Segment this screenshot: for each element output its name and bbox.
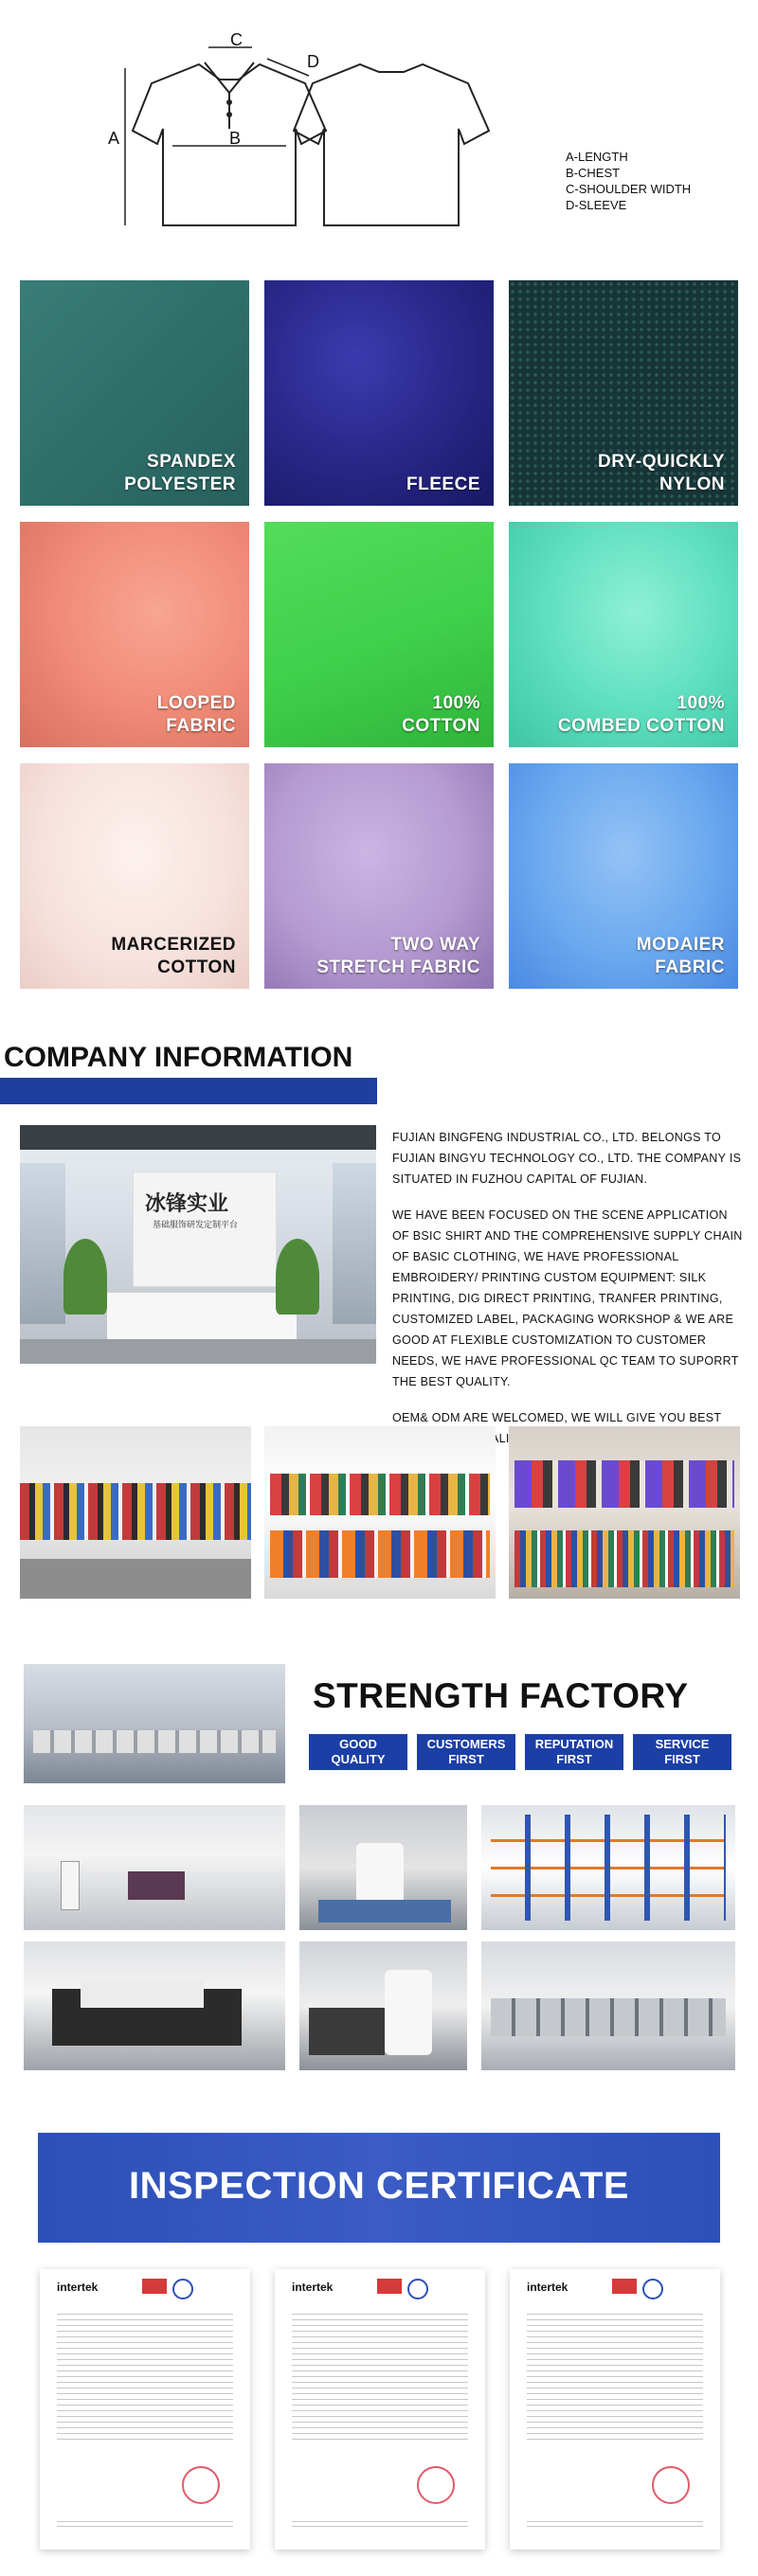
fabric-label-line: POLYESTER [124,474,236,494]
badge-reputation-first [525,1734,623,1770]
fabric-swatch-spandex [20,280,249,506]
fabric-label-line: COTTON [157,957,236,977]
cma-logo-icon [612,2279,637,2294]
label-d: D [307,52,319,71]
label-a: A [108,129,120,148]
fabric-label-line: STRETCH FABRIC [316,957,480,977]
cma-logo-icon [377,2279,402,2294]
fabric-label-line: 100% [677,693,725,713]
showroom-photo [20,1426,251,1599]
fabric-swatch-modaier [509,763,738,989]
reception-desk [107,1291,297,1342]
factory-photo [299,1941,467,2070]
fabric-label-line: MARCERIZED [111,935,236,955]
certificate-brand: intertek [527,2281,568,2294]
measurement-legend [566,149,691,213]
factory-photo [299,1805,467,1930]
label-c: C [230,30,243,49]
inspection-banner [38,2133,720,2243]
certificate-footer-lines [527,2517,703,2531]
fabric-swatch-marcerized [20,763,249,989]
certificate-text-lines [292,2309,468,2442]
company-description [392,1127,745,1449]
seal-stamp-icon [417,2466,455,2504]
company-title-bar [0,1078,377,1104]
badge-service-first [633,1734,731,1770]
cnas-logo-icon [642,2279,663,2299]
company-paragraph-1: FUJIAN BINGFENG INDUSTRIAL CO., LTD. BELONGS TO FUJIAN BINGYU TECHNOLOGY CO., LTD. THE COMPANY IS SITUATED IN FUZHOU CAPITAL OF FUJIAN. [392,1131,742,1186]
strength-title: STRENGTH FACTORY [313,1676,689,1715]
company-lobby-photo [20,1125,376,1364]
inspection-title: INSPECTION CERTIFICATE [128,2165,630,2207]
seal-stamp-icon [652,2466,690,2504]
fabric-label-line: DRY-QUICKLY [598,452,725,472]
fabric-swatch-combed-cotton [509,522,738,747]
certificate-document [510,2269,720,2549]
polo-shirt-diagram [114,27,493,235]
fabric-label-line: MODAIER [636,935,725,955]
fabric-label-line: FABRIC [166,716,236,736]
button-icon [226,99,232,105]
company-paragraph-3: OEM& ODM ARE WELCOMED, WE WILL GIVE YOU BEST QUALITY [392,1411,722,1445]
seal-stamp-icon [182,2466,220,2504]
fabric-label-line: TWO WAY [390,935,480,955]
company-paragraph-2: WE HAVE BEEN FOCUSED ON THE SCENE APPLICATION OF BSIC SHIRT AND THE COMPREHENSIVE SUPPLY CHAIN OF BASIC CLOTHING, WE HAVE PROFESSIONAL EMBROIDERY/ PRINTING CUSTOM EQUIPMENT: SILK PRINTING, DIG DIRECT PRINTING, TRANFER PRINTING, CUSTOMIZED LABEL, PACKAGING WORKSHOP & WE ARE GOOD AT FLEXIBLE CUSTOMIZATION TO CUSTOMER NEEDS, WE HAVE PROFESSIONAL QC TEAM TO SUPORRT THE BEST QUALITY. [392,1208,743,1388]
factory-photo [24,1805,285,1930]
fabric-label-line: LOOPED [156,693,236,713]
factory-photo [481,1941,735,2070]
fabric-swatch-looped [20,522,249,747]
factory-photo [481,1805,735,1930]
certificate-footer-lines [57,2517,233,2531]
cma-logo-icon [142,2279,167,2294]
certificate-text-lines [57,2309,233,2442]
factory-photo [24,1941,285,2070]
badge-line: QUALITY [331,1752,386,1766]
plant-icon [276,1239,319,1315]
fabric-swatch-two-way-stretch [264,763,494,989]
fabric-label-line: FABRIC [655,957,725,977]
certificate-document [40,2269,250,2549]
badge-line: FIRST [448,1752,484,1766]
fabric-label-line: COMBED COTTON [557,716,725,736]
legend-shoulder: C-SHOULDER WIDTH [566,182,692,196]
badge-customers-first [417,1734,515,1770]
badge-line: SERVICE [655,1737,710,1751]
lobby-sign-sub: 基础服饰研发定制平台 [153,1221,239,1230]
certificate-text-lines [527,2309,703,2442]
fabric-swatch-nylon [509,280,738,506]
showroom-photo [509,1426,740,1599]
cnas-logo-icon [172,2279,193,2299]
badge-line: FIRST [556,1752,592,1766]
badge-line: FIRST [664,1752,700,1766]
badge-line: REPUTATION [534,1737,614,1751]
plant-icon [63,1239,107,1315]
certificate-footer-lines [292,2517,468,2531]
legend-chest: B-CHEST [566,166,621,180]
label-b: B [229,129,242,148]
fabric-swatch-cotton [264,522,494,747]
certificate-brand: intertek [292,2281,334,2294]
fabric-label-line: NYLON [659,474,725,494]
certificate-brand: intertek [57,2281,99,2294]
certificate-document [275,2269,485,2549]
fabric-label-line: COTTON [402,716,480,736]
cnas-logo-icon [407,2279,428,2299]
badge-line: GOOD [339,1737,377,1751]
badge-good-quality [309,1734,407,1770]
legend-length: A-LENGTH [566,150,628,164]
legend-sleeve: D-SLEEVE [566,198,627,212]
button-icon [226,112,232,117]
lobby-sign-main: 冰锋实业 [145,1192,229,1216]
badge-line: CUSTOMERS [426,1737,506,1751]
factory-photo [24,1664,285,1783]
showroom-photo [264,1426,496,1599]
fabric-label-line: FLEECE [406,474,480,494]
fabric-swatch-fleece [264,280,494,506]
fabric-label-line: 100% [432,693,480,713]
shirt-back-outline [294,64,489,225]
fabric-label-line: SPANDEX [147,452,236,472]
company-title: COMPANY INFORMATION [4,1042,353,1073]
